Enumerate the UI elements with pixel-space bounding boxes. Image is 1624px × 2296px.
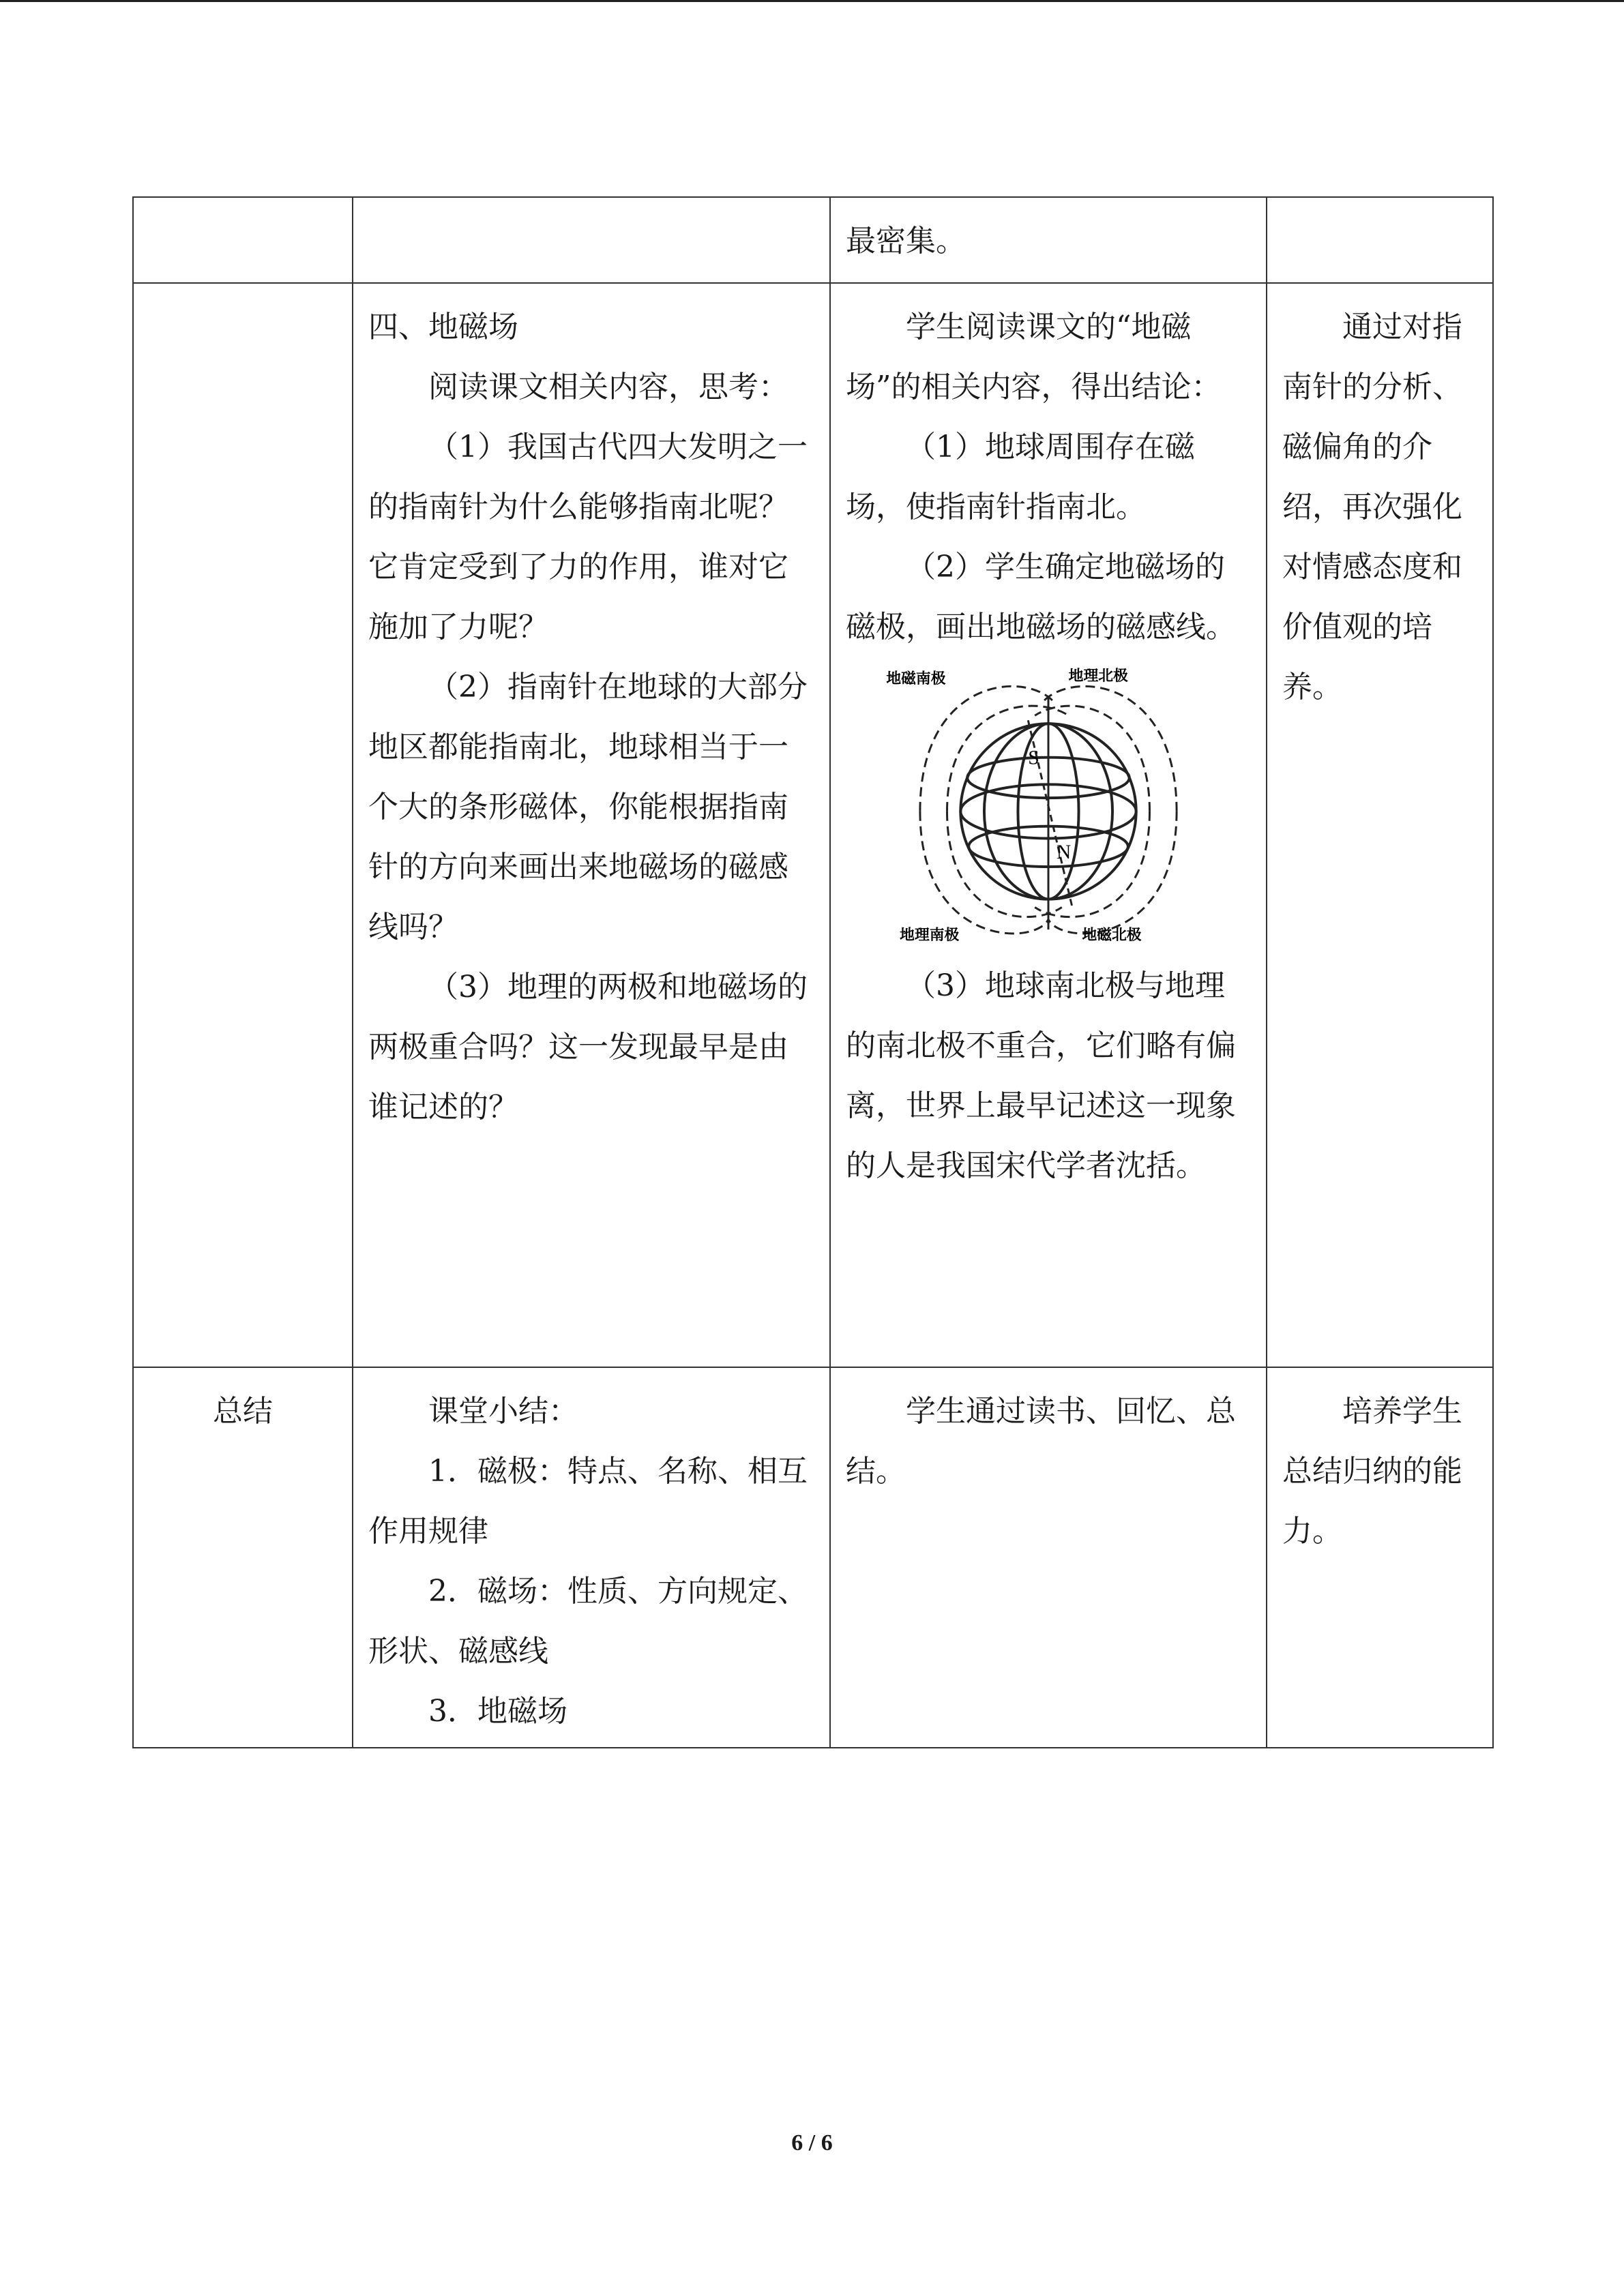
section-heading: 四、地磁场 (368, 310, 518, 344)
geographic-north-pole-label: 地理北极 (1068, 667, 1128, 685)
earth-magnetic-field-figure (846, 661, 1251, 948)
stage-cell: 总结 (133, 1367, 353, 1748)
student-answer-1: （1）地球周围存在磁场，使指南针指南北。 (846, 430, 1195, 524)
student-answer-3: （3）地球南北极与地理的南北极不重合，它们略有偏离，世界上最早记述这一现象的人是我国宋代学者沈括。 (846, 968, 1236, 1183)
design-intent-cell (1267, 197, 1493, 283)
top-border-line (0, 0, 1624, 2)
geographic-south-pole-label: 地理南极 (900, 927, 960, 944)
student-activity-cell (830, 1367, 1267, 1748)
student-activity-cell (830, 283, 1267, 1367)
table-row (133, 197, 1493, 283)
teacher-text: 阅读课文相关内容，思考： (428, 370, 788, 404)
lesson-plan-table (132, 196, 1494, 1748)
summary-item-3: 3．地磁场 (428, 1694, 567, 1729)
n-pole-label: N (1056, 841, 1072, 864)
stage-cell (133, 197, 353, 283)
question-3: （3）地理的两极和地磁场的两极重合吗？这一发现最早是由谁记述的？ (368, 970, 808, 1124)
stage-cell (133, 283, 353, 1367)
student-answer-2: （2）学生确定地磁场的磁极，画出地磁场的磁感线。 (846, 550, 1236, 644)
earth-magnetic-field-diagram (846, 661, 1251, 948)
page-number: 6 / 6 (791, 2130, 833, 2156)
summary-item-2: 2．磁场：性质、方向规定、形状、磁感线 (368, 1574, 808, 1669)
summary-heading: 课堂小结： (428, 1394, 578, 1429)
s-pole-label: S (1028, 747, 1039, 769)
student-text: 学生阅读课文的“地磁场”的相关内容，得出结论： (846, 310, 1222, 404)
design-intent-cell (1267, 283, 1493, 1367)
student-activity-cell (830, 197, 1267, 283)
design-intent-text: 通过对指南针的分析、磁偏角的介绍，再次强化对情感态度和价值观的培养。 (1282, 310, 1462, 704)
design-intent-cell (1267, 1367, 1493, 1748)
design-intent-text: 培养学生总结归纳的能力。 (1282, 1394, 1462, 1549)
magnetic-north-pole-label: 地磁北极 (1082, 927, 1142, 944)
student-text: 学生通过读书、回忆、总结。 (846, 1394, 1236, 1489)
summary-item-1: 1．磁极：特点、名称、相互作用规律 (368, 1454, 808, 1549)
teacher-activity-cell (353, 283, 830, 1367)
question-1: （1）我国古代四大发明之一的指南针为什么能够指南北呢？它肯定受到了力的作用，谁对它施加了力呢？ (368, 430, 808, 644)
table-row (133, 283, 1493, 1367)
student-text: 最密集。 (846, 224, 966, 258)
table-row (133, 1367, 1493, 1748)
teacher-activity-cell (353, 1367, 830, 1748)
teacher-activity-cell (353, 197, 830, 283)
magnetic-south-pole-label: 地磁南极 (886, 670, 946, 687)
question-2: （2）指南针在地球的大部分地区都能指南北，地球相当于一个大的条形磁体，你能根据指南针的方向来画出来地磁场的磁感线吗？ (368, 670, 808, 944)
